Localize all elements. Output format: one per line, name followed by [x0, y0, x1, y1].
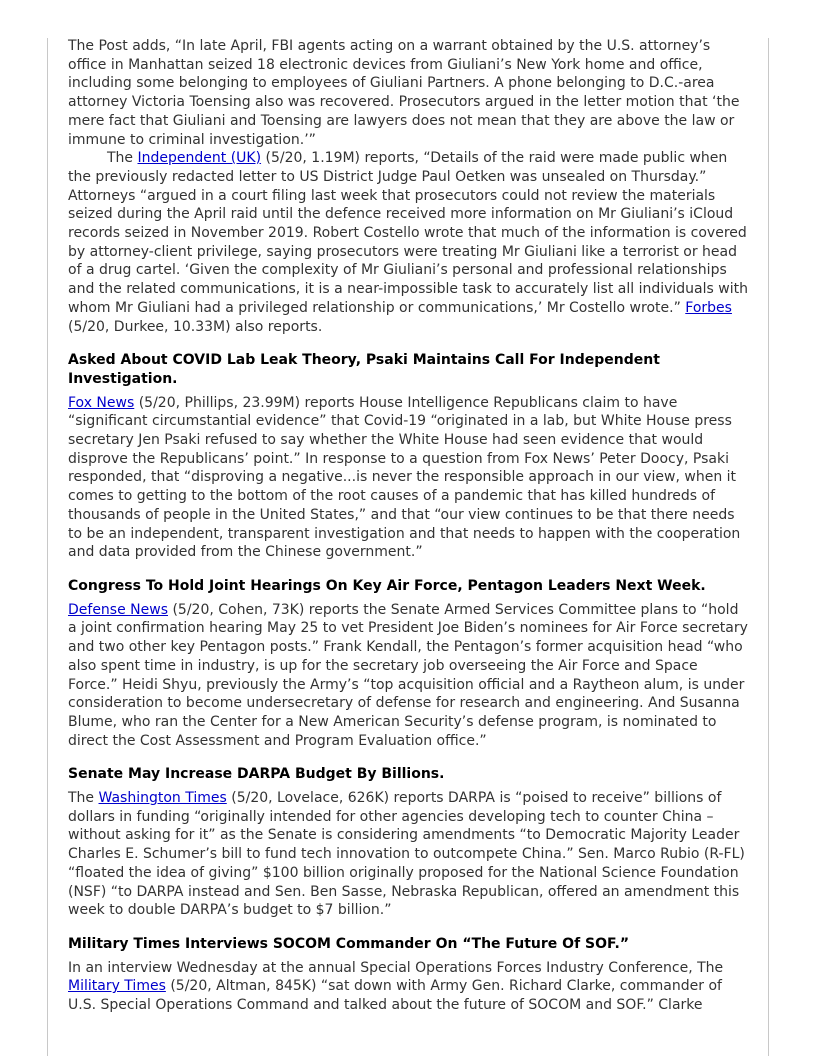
- article2-heading: Asked About COVID Lab Leak Theory, Psaki Maintains Call For Independent Investigation.: [68, 352, 660, 387]
- article4-body: (5/20, Lovelace, 626K) reports DARPA is “poised to receive” billions of dollars in funding “originally intended for other agencies developing tech to counter China – without asking for it” as the Senate is considering amendments “to Democratic Majority Leader Charles E. Schumer’s bill to fund tech innovation to outcompete China.” Sen. Marco Rubio (R-FL) “floated the idea of giving” $100 billion originally proposed for the National Science Foundation (NSF) “to DARPA instead and Sen. Ben Sasse, Nebraska Republican, offered an amendment this week to double DARPA’s budget to $7 billion.”: [68, 790, 745, 919]
- left-margin-rule: [47, 38, 48, 1056]
- article4-paragraph: [68, 789, 750, 920]
- article2-body: (5/20, Phillips, 23.99M) reports House Intelligence Republicans claim to have “significant circumstantial evidence” that Covid-19 “originated in a lab, but White House press secretary Jen Psaki refused to say whether the White House had seen evidence that would disprove the Republicans’ point.” In response to a question from Fox News’ Peter Doocy, Psaki responded, that “disproving a negative...is never the responsible approach in our view, when it comes to getting to the bottom of the root causes of a pandemic that has killed hundreds of thousands of people in the United States,” and that “our view continues to be that there needs to be an independent, transparent investigation and that needs to happen with the cooperation and data provided from the Chinese government.”: [68, 394, 741, 561]
- article5-body: (5/20, Altman, 845K) “sat down with Army Gen. Richard Clarke, commander of U.S. Special Operations Command and talked about the future of SOCOM and SOF.” Clarke: [68, 978, 722, 1014]
- article1-paragraph2: [68, 149, 750, 336]
- washington-times-link[interactable]: Washington Times: [98, 790, 227, 807]
- article2-paragraph: [68, 394, 750, 562]
- article5-heading: Military Times Interviews SOCOM Commander On “The Future Of SOF.”: [68, 935, 630, 952]
- article1-paragraph1: The Post adds, “In late April, FBI agents acting on a warrant obtained by the U.S. attorney’s office in Manhattan seized 18 electronic devices from Giuliani’s New York home and office, including some belonging to employees of Giuliani Partners. A phone belonging to D.C.-area attorney Victoria Toensing also was recovered. Prosecutors argued in the letter motion that ‘the mere fact that Giuliani and Toensing are lawyers does not mean that they are above the law or immune to criminal investigation.’”: [68, 38, 740, 148]
- fox-news-link[interactable]: Fox News: [68, 394, 135, 411]
- defense-news-link[interactable]: Defense News: [68, 601, 168, 618]
- article1-p2-pre: The: [107, 150, 138, 167]
- article1-p2-body: (5/20, 1.19M) reports, “Details of the raid were made public when the previously redacted letter to US District Judge Paul Oetken was unsealed on Thursday.” Attorneys “argued in a court filing last week that prosecutors could not review the materials seized during the April raid until the defence received more information on Mr Giuliani’s iCloud records seized in November 2019. Robert Costello wrote that much of the information is covered by attorney-client privilege, saying prosecutors were treating Mr Giuliani like a terrorist or head of a drug cartel. ‘Given the complexity of Mr Giuliani’s personal and professional relationships and the related communications, it is a near-impossible task to accurately list all individuals with whom Mr Giuliani had a privileged relationship or communications,’ Mr Costello wrote.”: [68, 150, 748, 316]
- article1-p2-end: (5/20, Durkee, 10.33M) also reports.: [68, 318, 323, 335]
- article4-pre: The: [68, 790, 99, 807]
- article4-heading: Senate May Increase DARPA Budget By Billions.: [68, 766, 445, 783]
- article5-pre: In an interview Wednesday at the annual Special Operations Forces Industry Conference, The: [68, 959, 724, 976]
- article3-paragraph: [68, 601, 750, 751]
- document-body: [68, 37, 750, 1015]
- forbes-link[interactable]: Forbes: [685, 299, 732, 316]
- article3-heading: Congress To Hold Joint Hearings On Key Air Force, Pentagon Leaders Next Week.: [68, 577, 706, 594]
- article3-body: (5/20, Cohen, 73K) reports the Senate Armed Services Committee plans to “hold a joint confirmation hearing May 25 to vet President Joe Biden’s nominees for Air Force secretary and two other key Pentagon posts.” Frank Kendall, the Pentagon’s former acquisition head “who also spent time in industry, is up for the secretary job overseeing the Air Force and Space Force.” Heidi Shyu, previously the Army’s “top acquisition official and a Raytheon alum, is under consideration to become undersecretary of defense for research and engineering. And Susanna Blume, who ran the Center for a New American Security’s defense program, is nominated to direct the Cost Assessment and Program Evaluation office.”: [68, 601, 748, 749]
- independent-uk-link[interactable]: Independent (UK): [137, 150, 262, 167]
- military-times-link[interactable]: Military Times: [68, 978, 166, 995]
- right-margin-rule: [768, 38, 769, 1056]
- article5-paragraph: [68, 959, 750, 1015]
